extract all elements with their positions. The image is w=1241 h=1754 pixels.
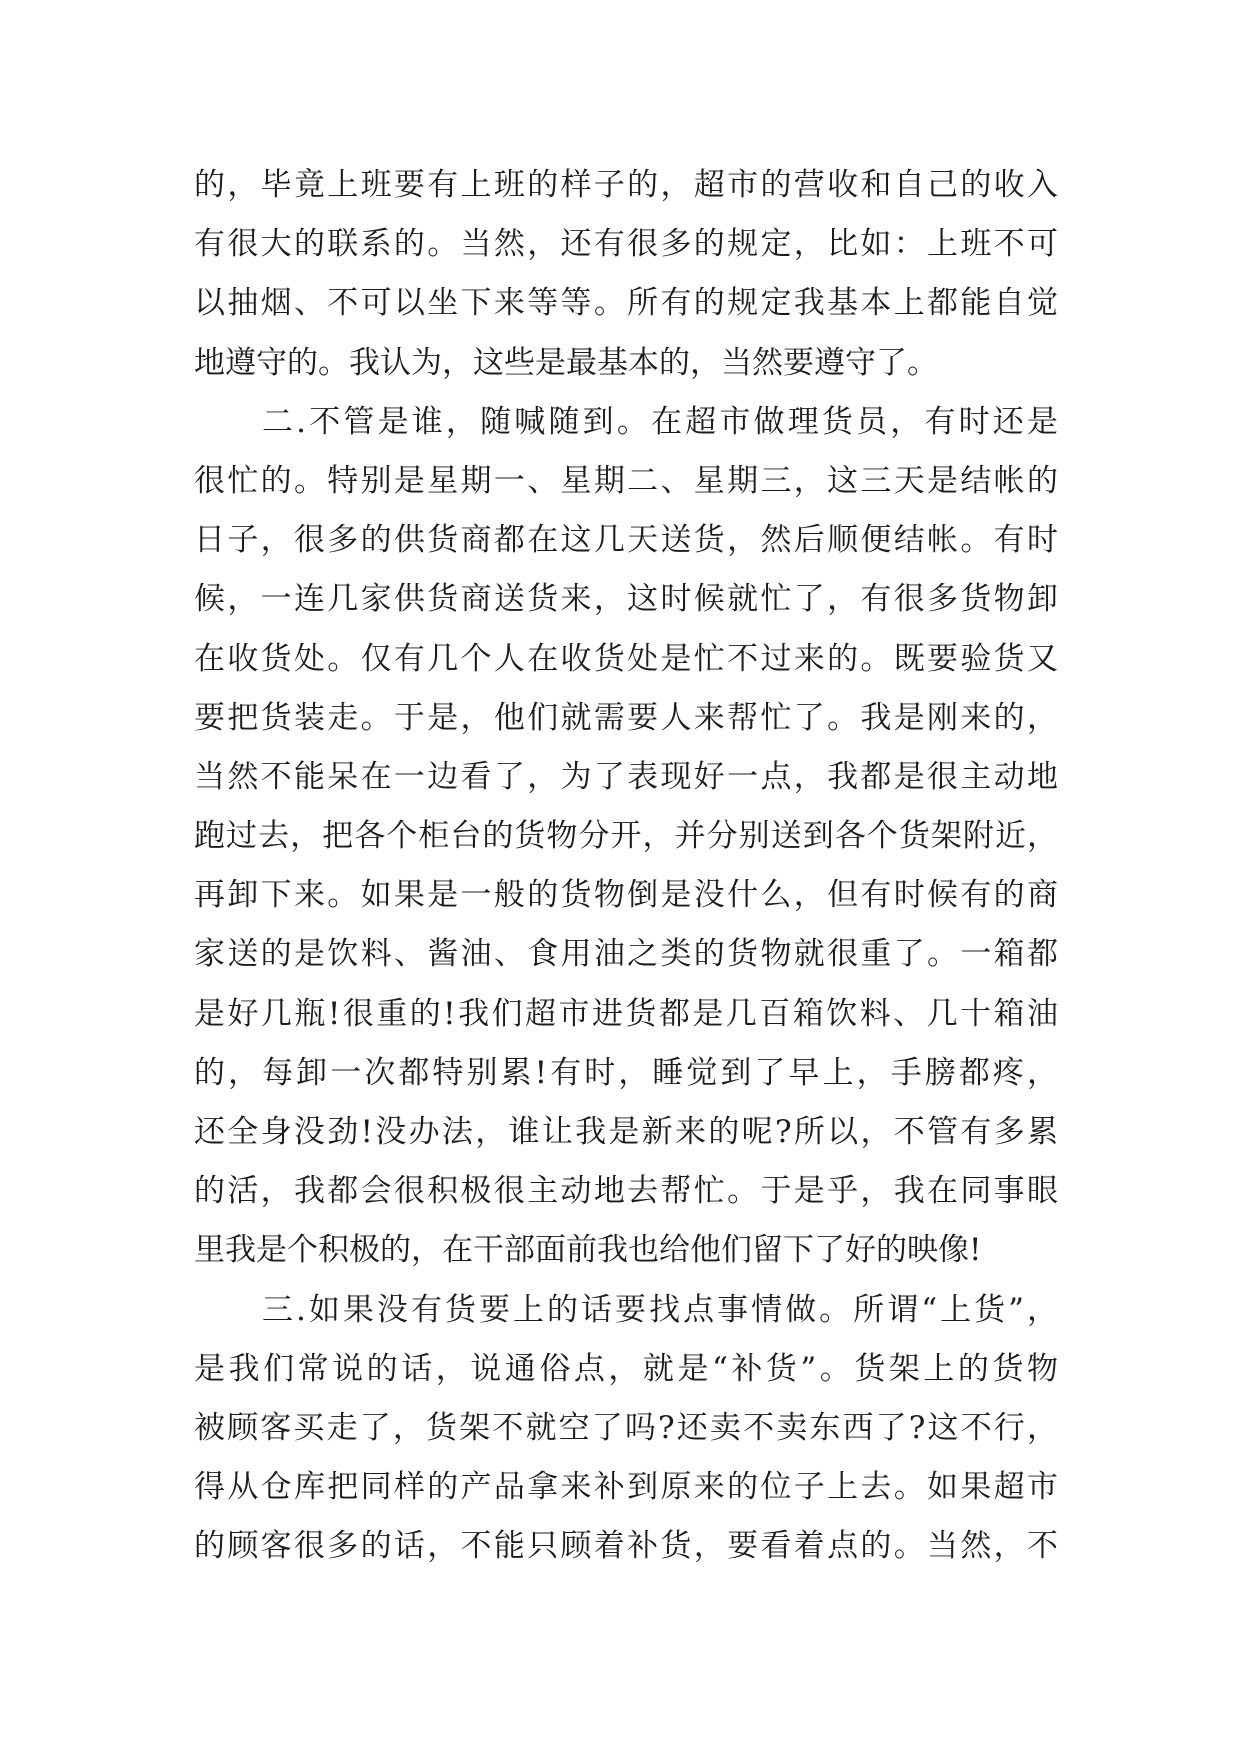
text-line: 的，毕竟上班要有上班的样子的，超市的营收和自己的收入 [194, 167, 1058, 203]
text-line: 家送的是饮料、酱油、食用油之类的货物就很重了。一箱都 [194, 936, 1058, 973]
text-line: 在收货处。仅有几个人在收货处是忙不过来的。既要验货又 [194, 640, 1058, 677]
paragraph-end-line: 里我是个积极的，在干部面前我也给他们留下了好的映像! [194, 1232, 982, 1269]
text-line: 的，每卸一次都特别累!有时，睡觉到了早上，手膀都疼， [194, 1054, 1058, 1091]
text-line: 有很大的联系的。当然，还有很多的规定，比如：上班不可 [194, 226, 1058, 263]
document-body [194, 156, 1058, 1577]
text-line: 被顾客买走了，货架不就空了吗?还卖不卖东西了?这不行， [194, 1409, 1058, 1446]
text-line: 候，一连几家供货商送货来，这时候就忙了，有很多货物卸 [194, 581, 1058, 618]
text-line: 是好几瓶!很重的!我们超市进货都是几百箱饮料、几十箱油 [194, 995, 1058, 1032]
text-line: 日子，很多的供货商都在这几天送货，然后顺便结帐。有时 [194, 522, 1058, 559]
text-line: 还全身没劲!没办法，谁让我是新来的呢?所以，不管有多累 [194, 1114, 1058, 1150]
text-line: 得从仓库把同样的产品拿来补到原来的位子上去。如果超市 [194, 1469, 1058, 1506]
text-line: 再卸下来。如果是一般的货物倒是没什么，但有时候有的商 [194, 877, 1058, 914]
text-line: 跑过去，把各个柜台的货物分开，并分别送到各个货架附近， [194, 818, 1058, 855]
text-line: 是我们常说的话，说通俗点，就是“补货”。货架上的货物 [194, 1350, 1058, 1387]
paragraph-start-line: 三.如果没有货要上的话要找点事情做。所谓“上货”， [262, 1291, 1058, 1328]
text-line: 的顾客很多的话，不能只顾着补货，要看着点的。当然，不 [194, 1528, 1058, 1565]
text-line: 要把货装走。于是，他们就需要人来帮忙了。我是刚来的， [194, 699, 1058, 736]
paragraph-start-line: 二.不管是谁，随喊随到。在超市做理货员，有时还是 [262, 403, 1058, 440]
text-line: 以抽烟、不可以坐下来等等。所有的规定我基本上都能自觉 [194, 285, 1058, 322]
paragraph-end-line: 地遵守的。我认为，这些是最基本的，当然要遵守了。 [194, 344, 938, 381]
text-line: 很忙的。特别是星期一、星期二、星期三，这三天是结帐的 [194, 462, 1058, 499]
text-line: 当然不能呆在一边看了，为了表现好一点，我都是很主动地 [194, 758, 1058, 795]
text-line: 的活，我都会很积极很主动地去帮忙。于是乎，我在同事眼 [194, 1173, 1058, 1210]
